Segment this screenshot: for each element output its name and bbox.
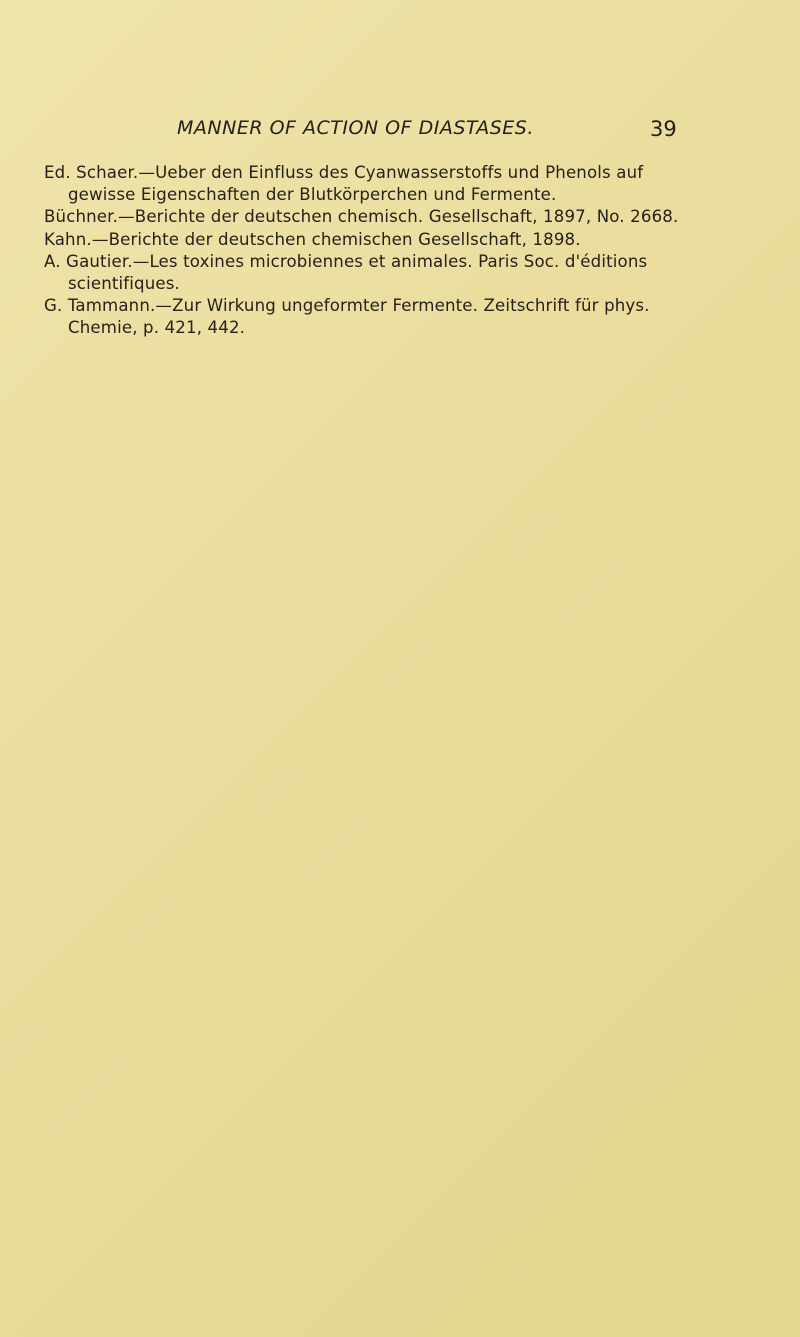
reference-author: A. Gautier. xyxy=(44,251,133,271)
running-head xyxy=(0,117,800,147)
reference-text: —Ueber den Einfluss des Cyanwasserstoffs und Phenols auf gewisse Eigenschaften der Blutkörperchen und Fermente. xyxy=(68,163,644,205)
reference-item xyxy=(44,162,684,206)
reference-item xyxy=(44,206,684,228)
reference-list xyxy=(44,162,684,340)
page-number: 39 xyxy=(650,117,677,141)
reference-author: Ed. Schaer. xyxy=(44,163,139,182)
reference-text: —Zur Wirkung ungeformter Fermente. Zeitschrift für phys. Chemie, p. 421, 442. xyxy=(68,296,650,338)
reference-item xyxy=(44,251,684,295)
reference-text: —Berichte der deutschen chemisch. Gesellschaft, 1897, No. 2668. xyxy=(118,207,679,227)
reference-item xyxy=(44,295,684,339)
reference-author: Kahn. xyxy=(44,229,92,249)
reference-item xyxy=(44,229,684,251)
reference-text: —Berichte der deutschen chemischen Gesellschaft, 1898. xyxy=(91,229,581,249)
reference-text: —Les toxines microbiennes et animales. Paris Soc. d'éditions scientifiques. xyxy=(68,251,648,294)
running-title: MANNER OF ACTION OF DIASTASES. xyxy=(177,117,534,139)
reference-author: Büchner. xyxy=(44,207,119,227)
reference-author: G. Tammann. xyxy=(44,296,156,316)
